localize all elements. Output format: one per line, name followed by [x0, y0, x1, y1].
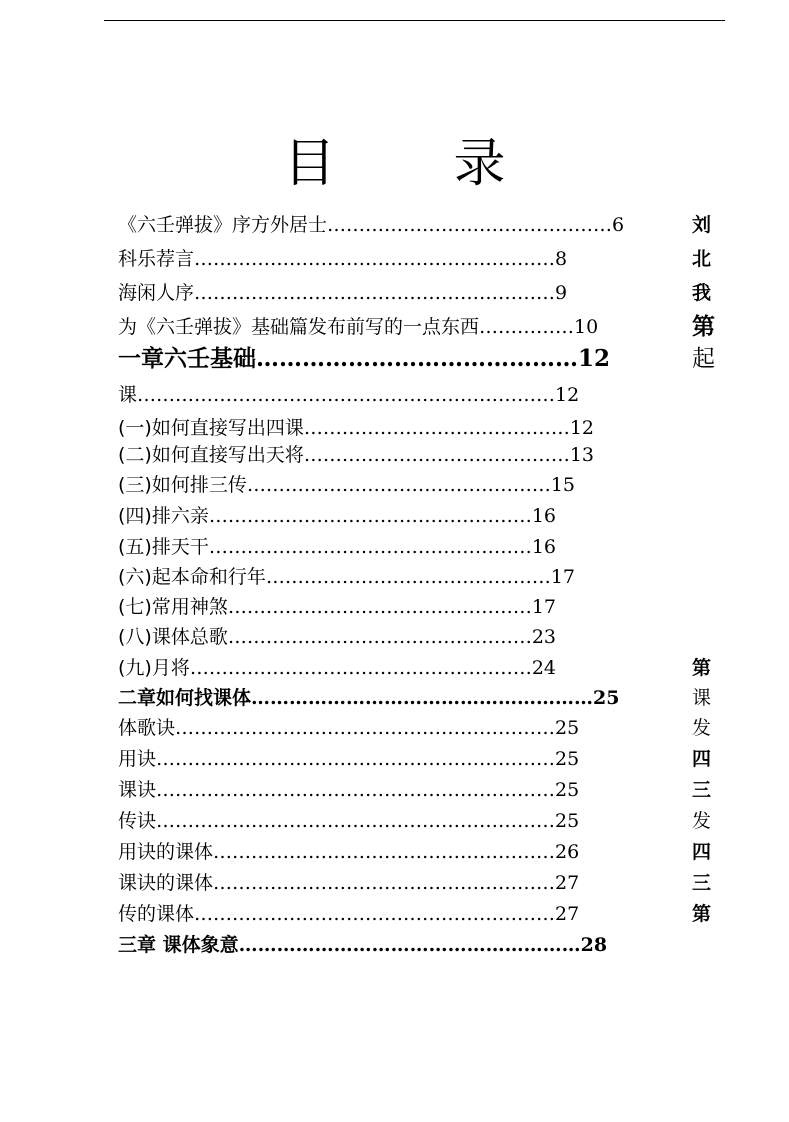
- toc-leader: ………………………………………: [265, 566, 551, 588]
- toc-line[interactable]: [118, 871, 718, 897]
- toc-line[interactable]: [118, 656, 718, 682]
- toc-entry-text: (四)排六亲: [118, 505, 209, 527]
- toc-entry-text: 三章 课体象意: [118, 934, 239, 956]
- toc-page-number: 10: [574, 316, 599, 338]
- toc-leader: …………………………………………: [227, 596, 532, 618]
- toc-page-number: 25: [555, 748, 580, 770]
- page-title: [0, 134, 789, 194]
- toc-line[interactable]: [118, 416, 718, 442]
- toc-leader: ………………………………………………………: [156, 748, 556, 770]
- toc-wrap-char: 四: [692, 748, 712, 770]
- toc-line[interactable]: [118, 281, 718, 307]
- toc-line[interactable]: [118, 315, 718, 341]
- toc-wrap-char: 刘: [692, 214, 712, 236]
- toc-entry-text: 体歌诀: [118, 717, 176, 739]
- toc-wrap-char: 北: [692, 248, 712, 270]
- toc-page-number: 16: [531, 536, 557, 558]
- toc-entry-text: 传的课体: [118, 903, 195, 925]
- toc-entry-text: 课诀: [118, 779, 157, 801]
- toc-line[interactable]: [118, 473, 718, 499]
- toc-page-number: 23: [531, 626, 557, 648]
- toc-page-number: 12: [555, 384, 580, 406]
- toc-page-number: 17: [550, 566, 576, 588]
- toc-leader: …………………………………………: [246, 474, 551, 496]
- toc-line[interactable]: [118, 383, 718, 409]
- toc-line[interactable]: [118, 247, 718, 273]
- toc-entry-text: 用诀的课体: [118, 841, 214, 863]
- toc-chapter-line[interactable]: [118, 686, 718, 712]
- toc-leader: ……………: [479, 316, 575, 338]
- toc-leader: ………………………………………………: [213, 872, 556, 894]
- toc-page-number: 16: [531, 505, 557, 527]
- toc-entry-text: 传诀: [118, 810, 157, 832]
- toc-line[interactable]: [118, 535, 718, 561]
- toc-line[interactable]: [118, 902, 718, 928]
- toc-line[interactable]: [118, 716, 718, 742]
- toc-leader: …………………………………………………: [194, 282, 556, 304]
- toc-line[interactable]: [118, 778, 718, 804]
- toc-entry-text: (五)排天干: [118, 536, 209, 558]
- toc-entry-text: (二)如何直接写出天将: [118, 444, 304, 466]
- toc-leader: …………………………………………………: [194, 248, 556, 270]
- toc-leader: ………………………………………………: [189, 657, 532, 679]
- toc-entry-text: 为《六壬弹拔》基础篇发布前写的一点东西: [118, 316, 480, 338]
- toc-entry-text: 科乐荐言: [118, 248, 195, 270]
- toc-leader: ……………………………………: [256, 345, 578, 372]
- header-rule: [104, 20, 725, 21]
- toc-page-number: 8: [555, 248, 568, 270]
- toc-leader: ………………………………………………: [213, 841, 556, 863]
- toc-leader: ……………………………………………: [208, 536, 532, 558]
- toc-page-number: 17: [531, 596, 557, 618]
- toc-page-number: 12: [569, 417, 595, 439]
- toc-leader: ……………………………………………………: [175, 717, 556, 739]
- toc-line[interactable]: [118, 595, 718, 621]
- toc-leader: ………………………………………: [327, 214, 613, 236]
- toc-entry-text: 海闲人序: [118, 282, 195, 304]
- toc-entry-text: (三)如何排三传: [118, 474, 247, 496]
- toc-chapter-line[interactable]: [118, 933, 718, 959]
- toc-wrap-char: 三: [692, 779, 712, 801]
- toc-wrap-char: 我: [692, 282, 712, 304]
- title-char-1: 目: [283, 134, 336, 194]
- toc-line[interactable]: [118, 840, 718, 866]
- toc-leader: …………………………………………: [227, 626, 532, 648]
- toc-wrap-char: 第: [692, 657, 712, 679]
- toc-line[interactable]: [118, 747, 718, 773]
- toc-entry-text: 课诀的课体: [118, 872, 214, 894]
- toc-wrap-char: 起: [692, 346, 715, 372]
- toc-leader: ……………………………………: [303, 417, 570, 439]
- toc-leader: ………………………………………………………: [156, 810, 556, 832]
- title-char-2: 录: [453, 134, 506, 194]
- toc-page-number: 28: [580, 934, 608, 956]
- toc-entry-text: (六)起本命和行年: [118, 566, 266, 588]
- toc-page-number: 9: [555, 282, 568, 304]
- toc-entry-text: (九)月将: [118, 657, 190, 679]
- toc-entry-text: 《六壬弹拔》序方外居士: [118, 214, 328, 236]
- toc-line[interactable]: [118, 213, 718, 239]
- toc-wrap-char: 发: [692, 810, 712, 832]
- toc-page-number: 6: [612, 214, 625, 236]
- toc-entry-text: 课: [118, 384, 138, 406]
- toc-wrap-char: 发: [692, 717, 712, 739]
- toc-leader: ……………………………………: [303, 444, 570, 466]
- toc-page-number: 27: [555, 903, 580, 925]
- toc-line[interactable]: [118, 809, 718, 835]
- toc-page-number: 25: [555, 717, 580, 739]
- toc-wrap-char: 第: [692, 314, 715, 340]
- toc-page-number: 15: [550, 474, 576, 496]
- toc-wrap-char: 四: [692, 841, 712, 863]
- toc-page-number: 12: [578, 345, 611, 372]
- toc-leader: ……………………………………………: [208, 505, 532, 527]
- toc-chapter-line[interactable]: [118, 347, 718, 373]
- toc-page-number: 26: [555, 841, 580, 863]
- toc-page-number: 24: [531, 657, 557, 679]
- toc-entry-text: (七)常用神煞: [118, 596, 228, 618]
- toc-page-number: 13: [569, 444, 595, 466]
- toc-page-number: 25: [593, 687, 620, 709]
- toc-leader: …………………………………………………: [194, 903, 556, 925]
- toc-entry-text: (八)课体总歌: [118, 626, 228, 648]
- toc-entry-text: 用诀: [118, 748, 157, 770]
- toc-line[interactable]: [118, 625, 718, 651]
- toc-leader: ………………………………………………: [251, 687, 594, 709]
- toc-leader: ………………………………………………………: [156, 779, 556, 801]
- toc-page-number: 25: [555, 810, 580, 832]
- toc-wrap-char: 三: [692, 872, 712, 894]
- toc-entry-text: 二章如何找课体: [118, 687, 252, 709]
- toc-leader: …………………………………………………………: [137, 384, 556, 406]
- toc-leader: ………………………………………………: [238, 934, 581, 956]
- toc-page-number: 27: [555, 872, 580, 894]
- toc-entry-text: (一)如何直接写出四课: [118, 417, 304, 439]
- toc-line[interactable]: [118, 504, 718, 530]
- toc-entry-text: 一章六壬基础: [118, 346, 256, 372]
- toc-line[interactable]: [118, 565, 718, 591]
- toc-wrap-char: 课: [692, 687, 712, 709]
- toc-wrap-char: 第: [692, 903, 712, 925]
- toc-line[interactable]: [118, 443, 718, 469]
- toc-page-number: 25: [555, 779, 580, 801]
